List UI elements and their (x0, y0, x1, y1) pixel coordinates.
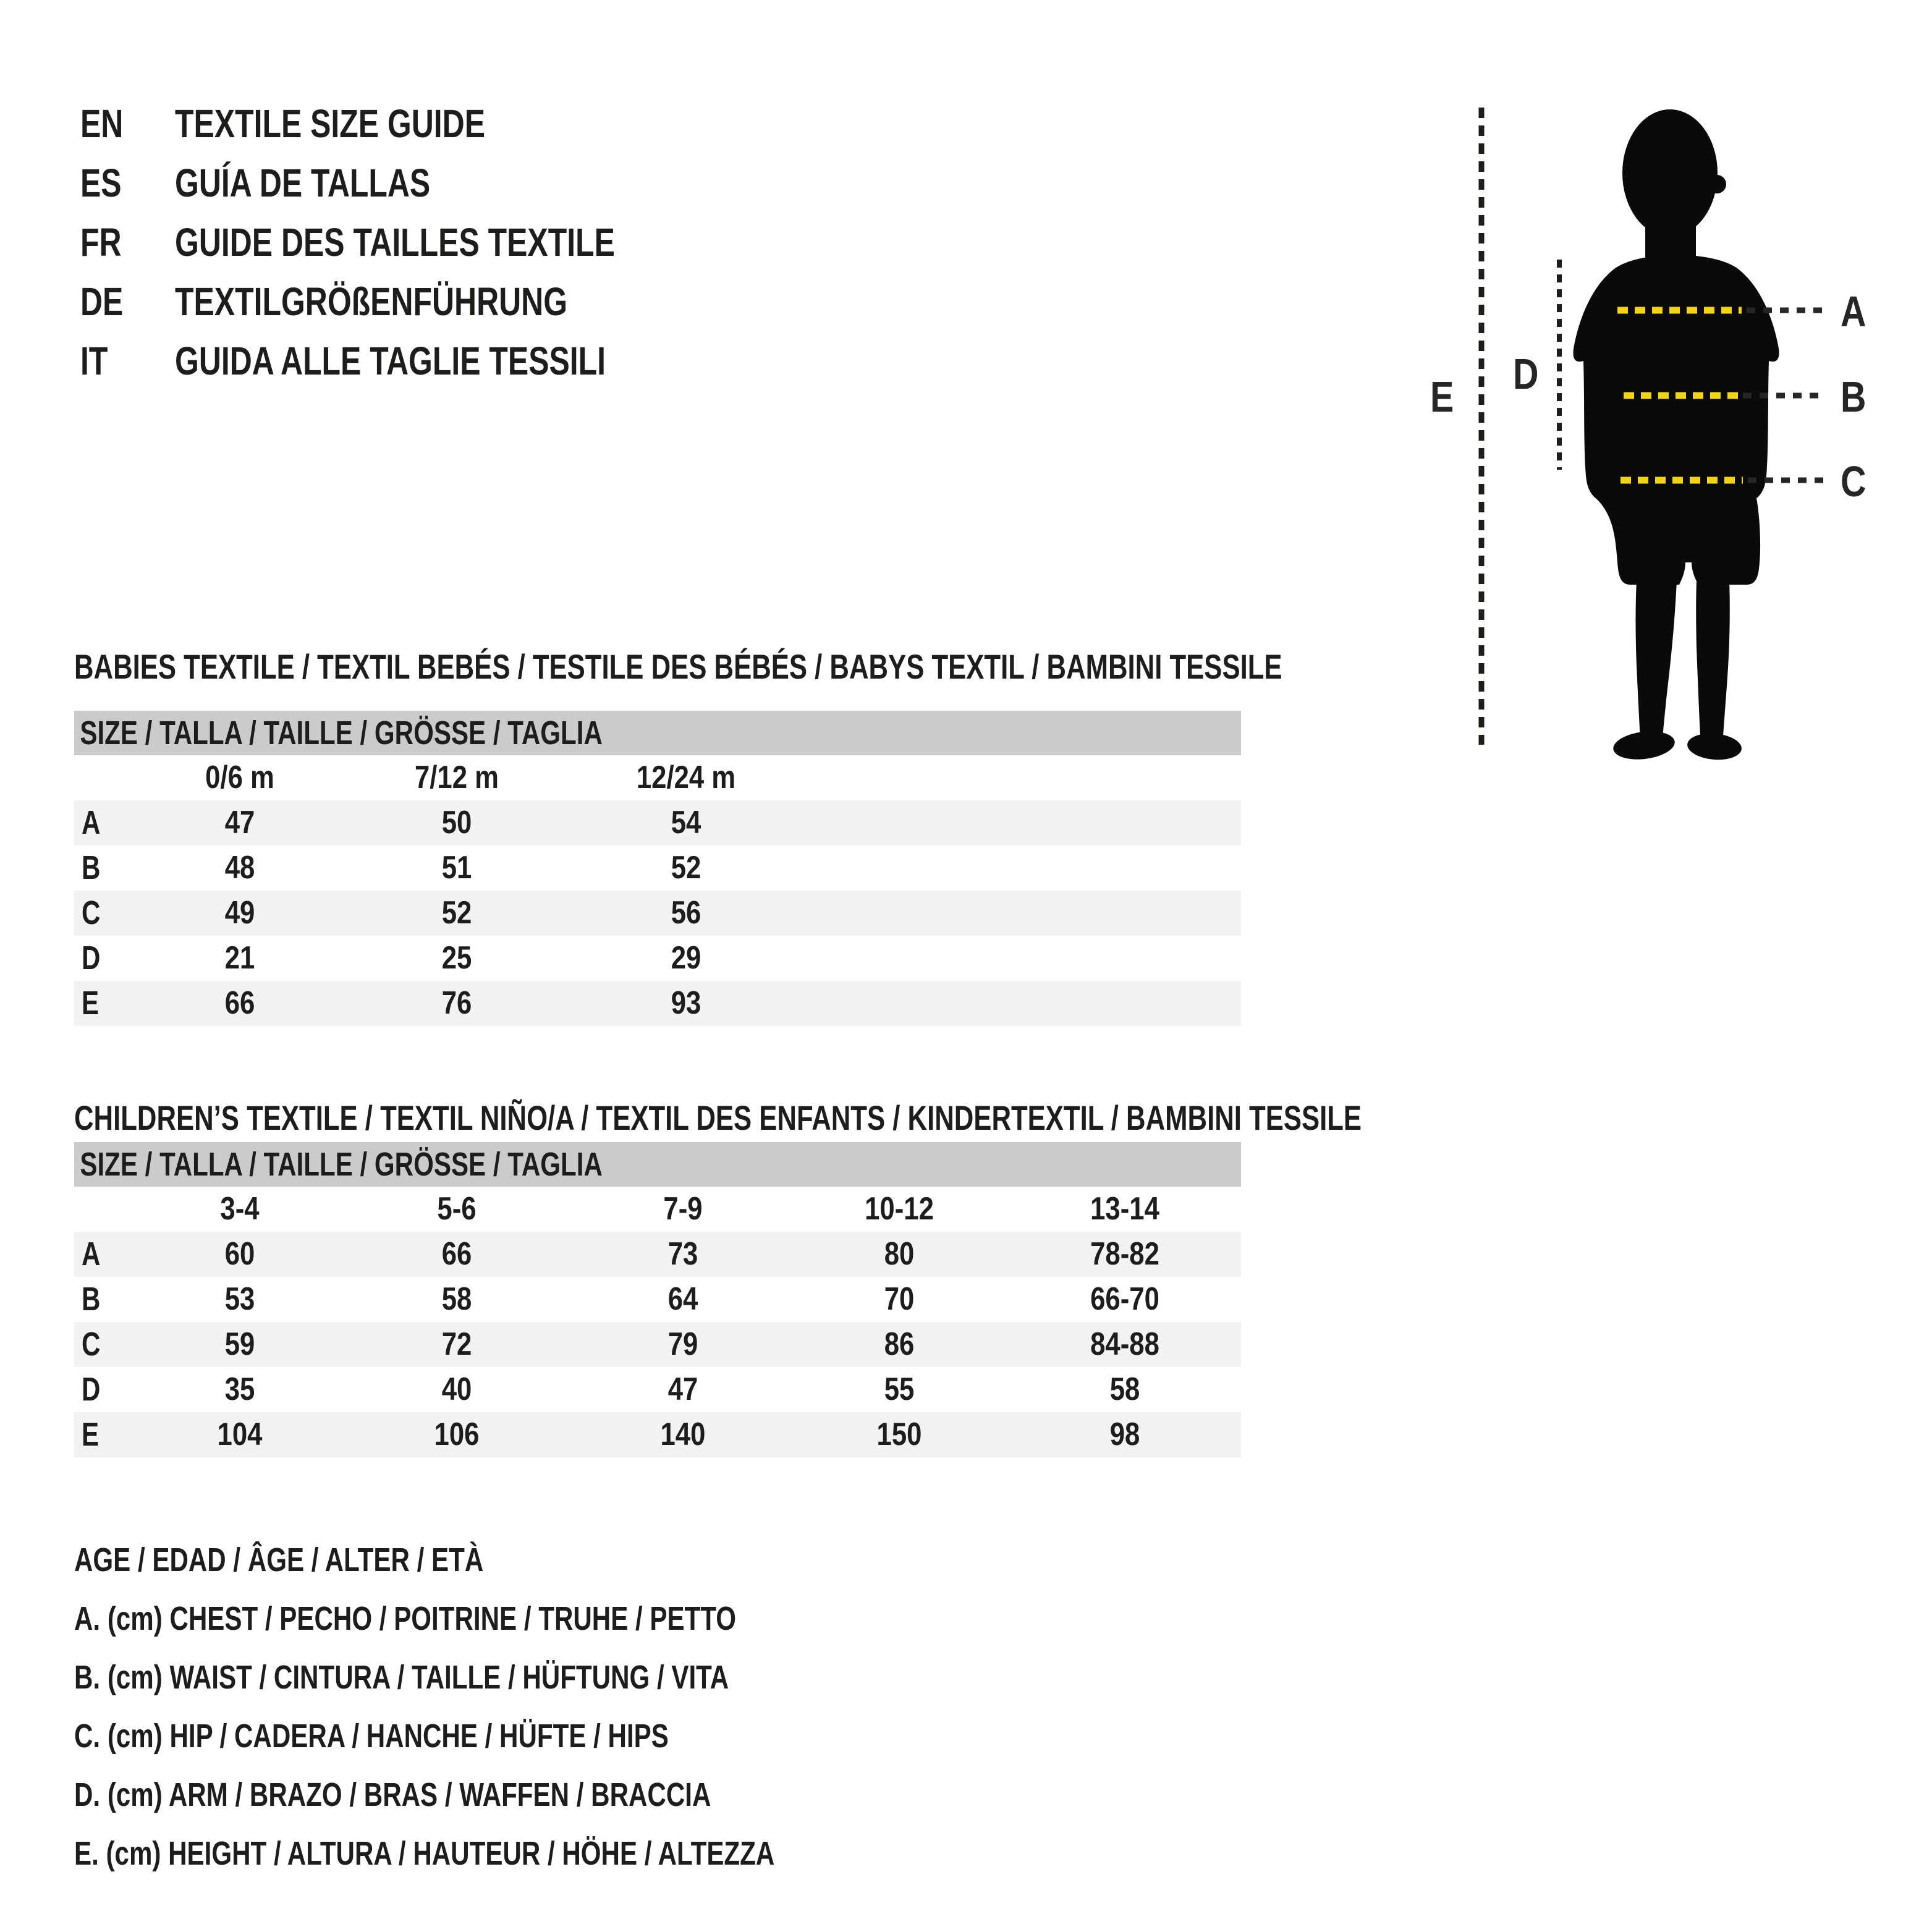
legend-arm-line: D. (cm) ARM / BRAZO / BRAS / WAFFEN / BRACCIA (74, 1776, 711, 1813)
lang-code-en: EN (80, 101, 124, 146)
table-row (74, 1277, 1241, 1322)
cell: 70 (884, 1281, 915, 1317)
children-size-header-bar (74, 1142, 1241, 1187)
legend-age-line: AGE / EDAD / ÂGE / ALTER / ETÀ (74, 1541, 484, 1578)
lang-title-fr: GUIDE DES TAILLES TEXTILE (175, 220, 615, 265)
babies-section-title: BABIES TEXTILE / TEXTIL BEBÉS / TESTILE DES BÉBÉS / BABYS TEXTIL / BAMBINI TESSILE (74, 647, 1282, 686)
lang-title-it: GUIDA ALLE TAGLIE TESSILI (175, 339, 606, 383)
cell: 52 (441, 895, 472, 931)
babies-col-12-24m: 12/24 m (636, 760, 736, 795)
cell: 60 (224, 1236, 255, 1272)
cell: 25 (441, 940, 472, 976)
lang-code-fr: FR (80, 220, 122, 265)
cell: 80 (884, 1236, 915, 1272)
table-row (74, 981, 1241, 1026)
table-row (74, 1367, 1241, 1412)
legend-waist-line: B. (cm) WAIST / CINTURA / TAILLE / HÜFTUNG / VITA (74, 1659, 729, 1696)
children-section-title: CHILDREN’S TEXTILE / TEXTIL NIÑO/A / TEXTIL DES ENFANTS / KINDERTEXTIL / BAMBINI TESSILE (74, 1098, 1362, 1137)
row-label: B (82, 1281, 101, 1318)
cell: 66-70 (1090, 1281, 1159, 1317)
label-height-e: E (1430, 372, 1454, 422)
cell: 64 (667, 1281, 698, 1317)
row-label: E (82, 1416, 100, 1453)
cell: 51 (441, 850, 472, 886)
cell: 48 (224, 850, 255, 886)
cell: 78-82 (1090, 1236, 1159, 1272)
cell: 72 (441, 1326, 472, 1362)
babies-col-7-12m: 7/12 m (414, 760, 499, 795)
children-col-13-14: 13-14 (1090, 1191, 1159, 1227)
cell: 47 (667, 1371, 698, 1407)
cell: 59 (224, 1326, 255, 1362)
row-label: D (82, 1371, 101, 1408)
cell: 66 (224, 985, 255, 1021)
lang-title-de: TEXTILGRÖßENFÜHRUNG (175, 279, 568, 324)
cell: 55 (884, 1371, 915, 1407)
cell: 56 (671, 895, 701, 931)
cell: 98 (1109, 1417, 1140, 1452)
cell: 50 (441, 805, 472, 841)
babies-col-0-6m: 0/6 m (205, 760, 274, 795)
cell: 66 (441, 1236, 472, 1272)
cell: 84-88 (1090, 1326, 1159, 1362)
cell: 93 (671, 985, 701, 1021)
label-arm-d: D (1513, 349, 1539, 399)
lang-code-es: ES (80, 161, 122, 205)
cell: 47 (224, 805, 255, 841)
row-label: E (82, 985, 100, 1022)
cell: 76 (441, 985, 472, 1021)
children-col-7-9: 7-9 (663, 1191, 703, 1227)
cell: 73 (667, 1236, 698, 1272)
cell: 54 (671, 805, 701, 841)
babies-size-header-text: SIZE / TALLA / TAILLE / GRÖSSE / TAGLIA (80, 714, 603, 752)
children-size-header-text: SIZE / TALLA / TAILLE / GRÖSSE / TAGLIA (80, 1146, 603, 1183)
cell: 21 (224, 940, 255, 976)
lang-title-es: GUÍA DE TALLAS (175, 161, 431, 205)
cell: 58 (441, 1281, 472, 1317)
legend-chest-line: A. (cm) CHEST / PECHO / POITRINE / TRUHE / PETTO (74, 1600, 737, 1637)
row-label: C (82, 894, 101, 931)
lang-code-it: IT (80, 339, 108, 383)
lang-code-de: DE (80, 279, 124, 324)
table-row (74, 1232, 1241, 1277)
table-row (74, 1322, 1241, 1367)
row-label: D (82, 939, 101, 977)
cell: 53 (224, 1281, 255, 1317)
children-col-3-4: 3-4 (220, 1191, 260, 1227)
label-waist-b: B (1841, 372, 1866, 422)
legend-hip-line: C. (cm) HIP / CADERA / HANCHE / HÜFTE / HIPS (74, 1718, 669, 1755)
label-hip-c: C (1841, 457, 1866, 506)
cell: 86 (884, 1326, 915, 1362)
cell: 58 (1109, 1371, 1140, 1407)
table-row (74, 891, 1241, 936)
cell: 150 (876, 1417, 922, 1452)
babies-size-header-bar (74, 711, 1241, 755)
cell: 79 (667, 1326, 698, 1362)
legend-height-line: E. (cm) HEIGHT / ALTURA / HAUTEUR / HÖHE / ALTEZZA (74, 1835, 775, 1872)
cell: 49 (224, 895, 255, 931)
children-col-10-12: 10-12 (865, 1191, 934, 1227)
lang-title-en: TEXTILE SIZE GUIDE (175, 101, 486, 146)
row-label: B (82, 849, 101, 886)
table-row (74, 1412, 1241, 1457)
row-label: A (82, 804, 101, 841)
children-col-5-6: 5-6 (437, 1191, 477, 1227)
cell: 104 (217, 1417, 263, 1452)
cell: 140 (660, 1417, 706, 1452)
row-label: C (82, 1326, 101, 1363)
cell: 52 (671, 850, 701, 886)
table-row (74, 800, 1241, 845)
label-chest-a: A (1841, 287, 1866, 336)
cell: 40 (441, 1371, 472, 1407)
table-row (74, 845, 1241, 891)
cell: 35 (224, 1371, 255, 1407)
cell: 29 (671, 940, 701, 976)
row-label: A (82, 1235, 101, 1273)
cell: 106 (434, 1417, 480, 1452)
table-row (74, 936, 1241, 981)
